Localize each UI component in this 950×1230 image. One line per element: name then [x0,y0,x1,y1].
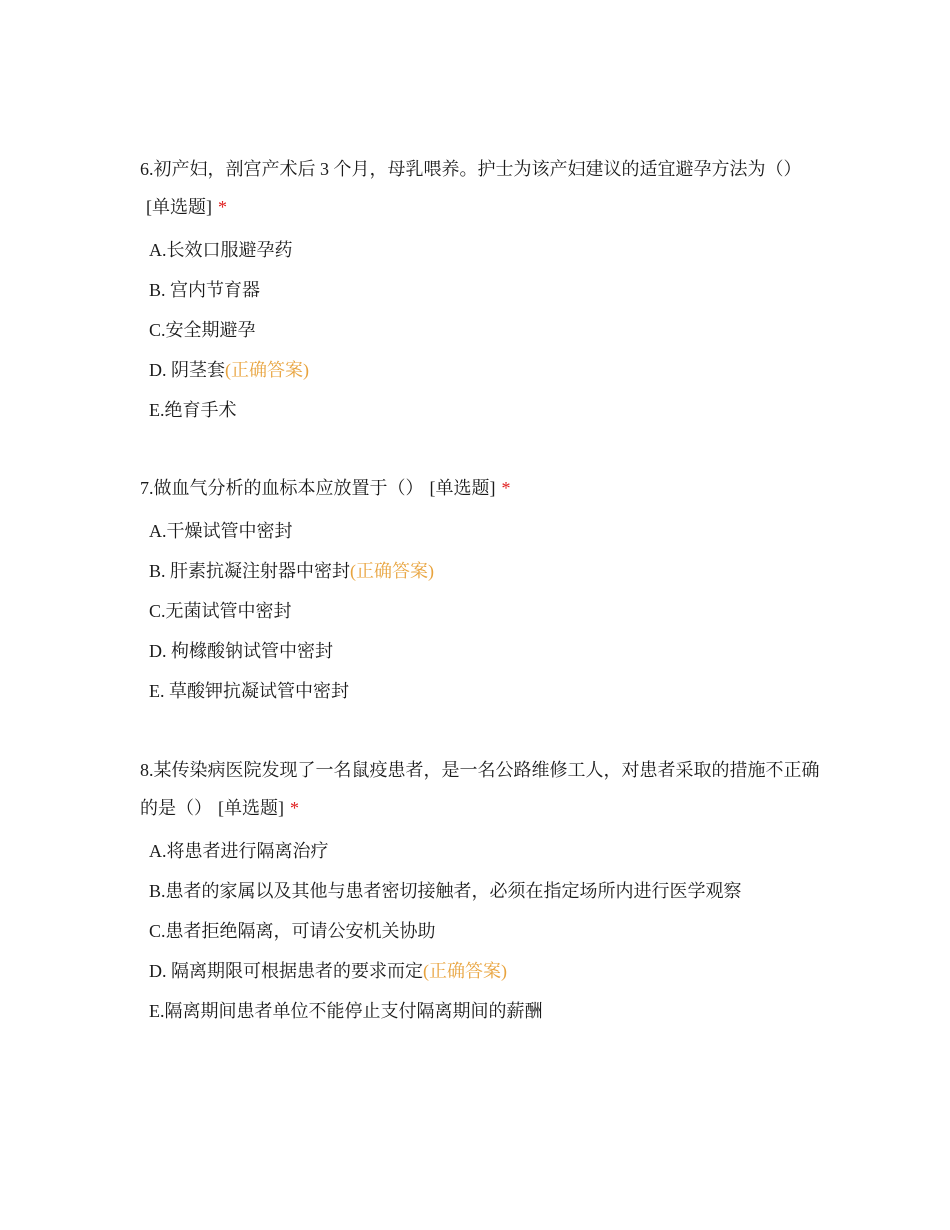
option-c[interactable] [140,310,820,350]
question-text: 7.做血气分析的血标本应放置于（） [140,478,424,498]
option-text: D. 隔离期限可根据患者的要求而定 [149,961,423,981]
option-d[interactable] [140,951,820,991]
option-text: D. 枸橼酸钠试管中密封 [149,641,333,661]
option-list [140,831,820,1031]
question-6 [140,150,820,430]
option-e[interactable] [140,991,820,1031]
option-text: C.患者拒绝隔离，可请公安机关协助 [149,921,436,941]
question-type-label: [单选题] [146,197,212,217]
correct-answer-tag: (正确答案) [350,561,435,581]
option-b[interactable] [140,270,820,310]
option-a[interactable] [140,831,820,871]
option-text: C.无菌试管中密封 [149,601,292,621]
option-e[interactable] [140,671,820,711]
question-stem [140,751,820,827]
correct-answer-tag: (正确答案) [423,961,507,981]
correct-answer-tag: (正确答案) [225,360,309,380]
option-b[interactable] [140,871,820,911]
option-d[interactable] [140,350,820,390]
option-a[interactable] [140,230,820,270]
question-text: 8.某传染病医院发现了一名鼠疫患者，是一名公路维修工人，对患者采取的措施不正确的是（） [140,760,820,818]
question-stem [140,150,820,226]
option-list [140,511,820,711]
required-marker: * [501,478,511,498]
question-type-label: [单选题] [429,478,496,498]
required-marker: * [218,197,227,217]
option-text: E.绝育手术 [149,400,237,420]
option-text: A.长效口服避孕药 [149,240,293,260]
option-list [140,230,820,430]
question-type-label: [单选题] [218,798,284,818]
option-text: E. 草酸钾抗凝试管中密封 [149,681,349,701]
option-text: B.患者的家属以及其他与患者密切接触者，必须在指定场所内进行医学观察 [149,881,742,901]
option-text: B. 宫内节育器 [149,280,261,300]
option-text: E.隔离期间患者单位不能停止支付隔离期间的薪酬 [149,1001,543,1021]
option-a[interactable] [140,511,820,551]
option-text: D. 阴茎套 [149,360,225,380]
option-c[interactable] [140,911,820,951]
question-text: 6.初产妇，剖宫产术后 3 个月，母乳喂养。护士为该产妇建议的适宜避孕方法为（） [140,159,802,179]
option-d[interactable] [140,631,820,671]
question-7 [140,469,820,711]
option-text: A.将患者进行隔离治疗 [149,841,329,861]
required-marker: * [290,798,299,818]
option-b[interactable] [140,551,820,591]
question-8 [140,751,820,1031]
option-e[interactable] [140,390,820,430]
option-c[interactable] [140,591,820,631]
question-stem [140,469,820,507]
option-text: C.安全期避孕 [149,320,256,340]
option-text: B. 肝素抗凝注射器中密封 [149,561,351,581]
option-text: A.干燥试管中密封 [149,521,293,541]
